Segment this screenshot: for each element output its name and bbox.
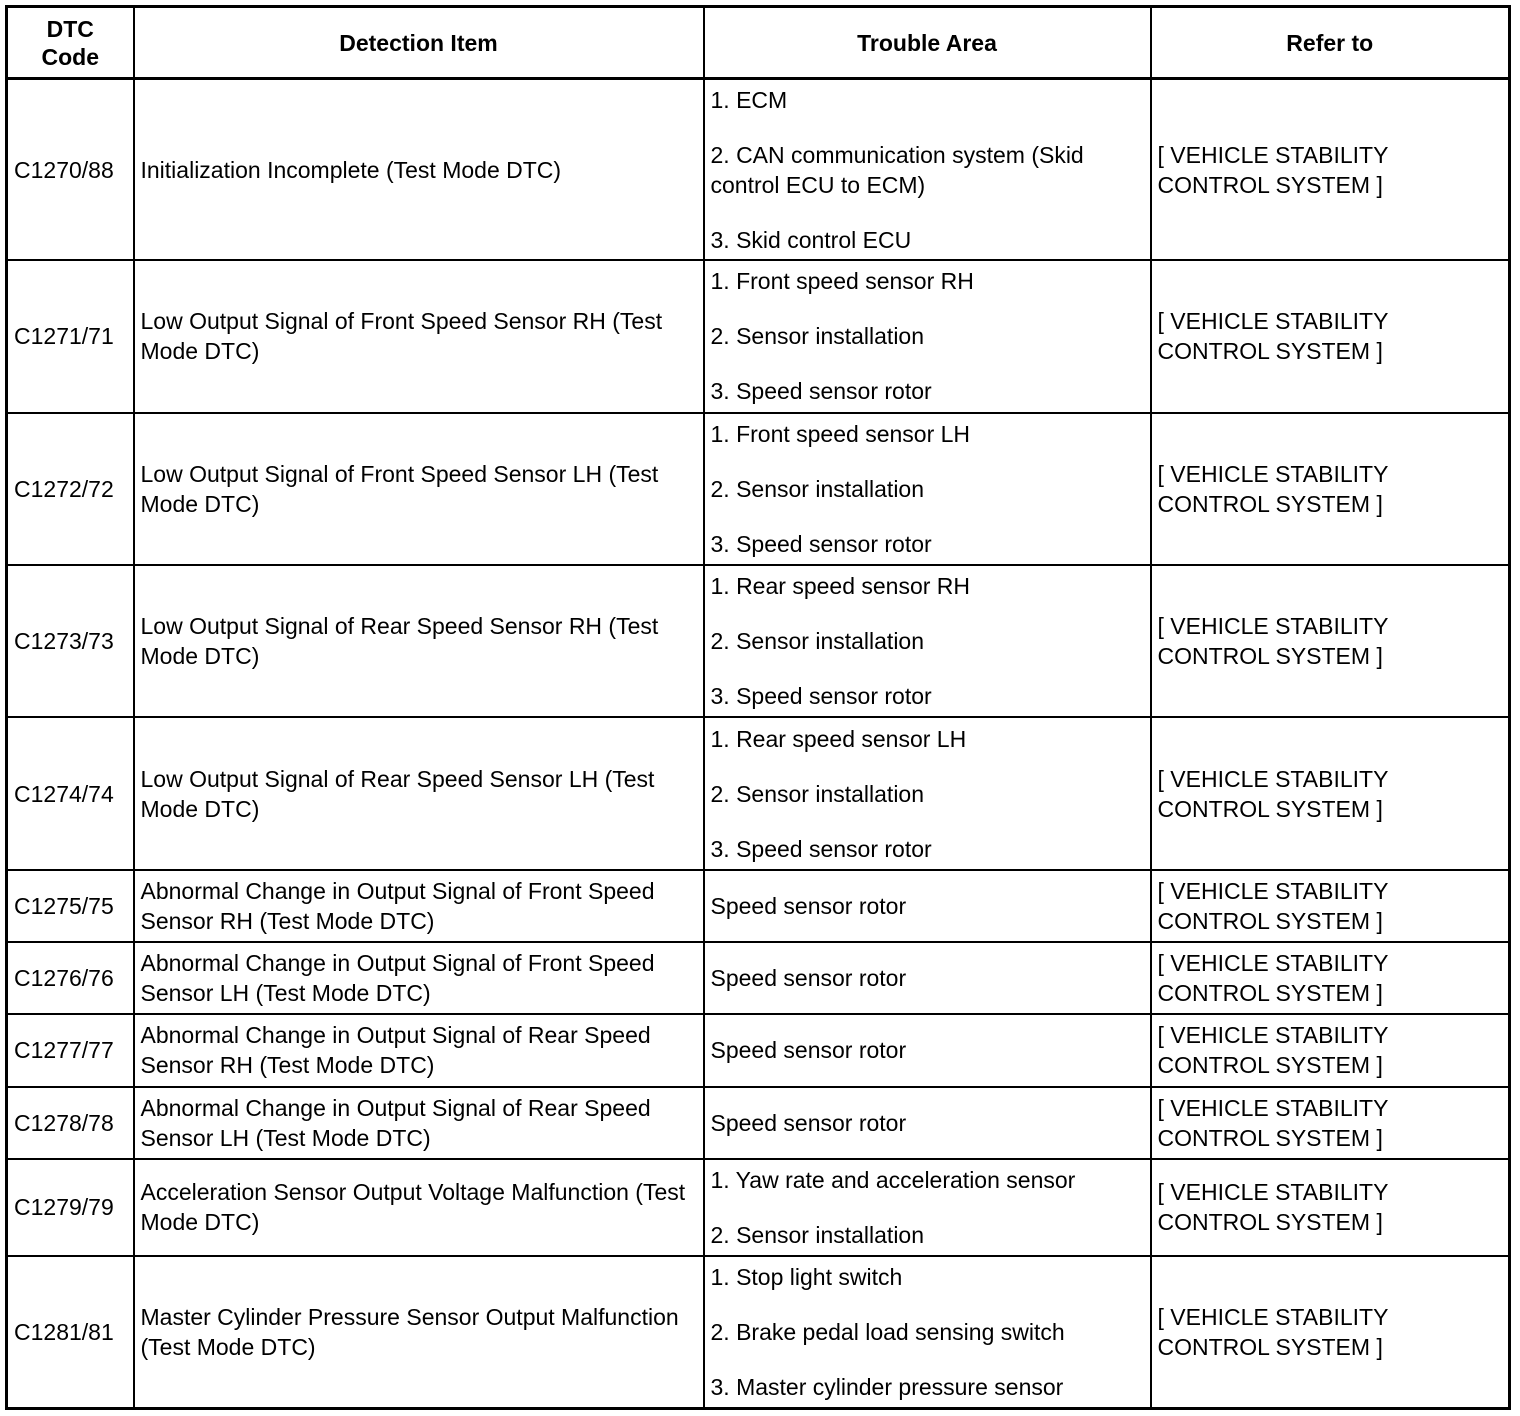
table-row [7, 942, 1510, 1014]
trouble-area-item: 2. Brake pedal load sensing switch [710, 1318, 1065, 1345]
trouble-area-cell [704, 1087, 1151, 1159]
table-row [7, 1256, 1510, 1409]
dtc-code-cell: C1275/75 [7, 870, 134, 942]
trouble-area-item: Speed sensor rotor [710, 965, 907, 992]
table-row [7, 1087, 1510, 1159]
dtc-code-cell: C1274/74 [7, 717, 134, 869]
trouble-area-item: Speed sensor rotor [710, 893, 907, 919]
trouble-area-cell [704, 1014, 1151, 1086]
trouble-area-item: 2. Sensor installation [710, 1221, 925, 1248]
refer-to-link[interactable]: [ VEHICLE STABILITY CONTROL SYSTEM ] [1151, 870, 1510, 942]
detection-item-cell: Abnormal Change in Output Signal of Rear Speed Sensor RH (Test Mode DTC) [134, 1014, 704, 1086]
detection-item-cell: Abnormal Change in Output Signal of Front Speed Sensor RH (Test Mode DTC) [134, 870, 704, 942]
dtc-code-cell: C1273/73 [7, 565, 134, 717]
header-dtc-code-line2: Code [41, 43, 99, 70]
refer-to-link[interactable]: [ VEHICLE STABILITY CONTROL SYSTEM ] [1151, 1256, 1510, 1409]
header-refer-to: Refer to [1151, 7, 1510, 79]
trouble-area-item: 1. Rear speed sensor LH [710, 725, 967, 752]
trouble-area-cell [704, 717, 1151, 869]
detection-item-cell: Low Output Signal of Rear Speed Sensor LH (Test Mode DTC) [134, 717, 704, 869]
table-row [7, 717, 1510, 869]
refer-to-link[interactable]: [ VEHICLE STABILITY CONTROL SYSTEM ] [1151, 260, 1510, 412]
refer-to-link[interactable]: [ VEHICLE STABILITY CONTROL SYSTEM ] [1151, 942, 1510, 1014]
trouble-area-item: 2. Sensor installation [710, 475, 925, 502]
trouble-area-item: 3. Speed sensor rotor [710, 683, 932, 710]
refer-to-link[interactable]: [ VEHICLE STABILITY CONTROL SYSTEM ] [1151, 1014, 1510, 1086]
refer-to-link[interactable]: [ VEHICLE STABILITY CONTROL SYSTEM ] [1151, 79, 1510, 261]
refer-to-link[interactable]: [ VEHICLE STABILITY CONTROL SYSTEM ] [1151, 1159, 1510, 1256]
table-row [7, 1159, 1510, 1256]
trouble-area-cell [704, 942, 1151, 1014]
trouble-area-cell [704, 260, 1151, 412]
detection-item-cell: Initialization Incomplete (Test Mode DTC) [134, 79, 704, 261]
dtc-code-cell: C1272/72 [7, 413, 134, 565]
trouble-area-cell [704, 413, 1151, 565]
header-dtc-code-line1: DTC [46, 15, 94, 42]
refer-to-link[interactable]: [ VEHICLE STABILITY CONTROL SYSTEM ] [1151, 717, 1510, 869]
trouble-area-item: Speed sensor rotor [710, 1037, 907, 1064]
table-row [7, 260, 1510, 412]
trouble-area-cell [704, 1256, 1151, 1409]
detection-item-cell: Low Output Signal of Rear Speed Sensor RH (Test Mode DTC) [134, 565, 704, 717]
trouble-area-item: 3. Speed sensor rotor [710, 530, 932, 557]
trouble-area-item: 3. Skid control ECU [710, 226, 912, 253]
trouble-area-item: 1. Yaw rate and acceleration sensor [710, 1166, 1076, 1193]
table-row [7, 79, 1510, 261]
header-row [7, 7, 1510, 79]
dtc-code-cell: C1279/79 [7, 1159, 134, 1256]
trouble-area-cell [704, 79, 1151, 261]
trouble-area-item: 2. Sensor installation [710, 780, 925, 807]
trouble-area-item: 1. Front speed sensor LH [710, 420, 971, 447]
dtc-code-cell: C1271/71 [7, 260, 134, 412]
trouble-area-item: 1. ECM [710, 86, 788, 113]
detection-item-cell: Acceleration Sensor Output Voltage Malfunction (Test Mode DTC) [134, 1159, 704, 1256]
refer-to-link[interactable]: [ VEHICLE STABILITY CONTROL SYSTEM ] [1151, 565, 1510, 717]
trouble-area-item: 3. Speed sensor rotor [710, 835, 932, 862]
trouble-area-item: 3. Master cylinder pressure sensor [710, 1373, 1064, 1400]
trouble-area-item: 2. Sensor installation [710, 323, 925, 350]
detection-item-cell: Master Cylinder Pressure Sensor Output Malfunction (Test Mode DTC) [134, 1256, 704, 1409]
table-row [7, 565, 1510, 717]
trouble-area-cell [704, 870, 1151, 942]
table-row [7, 413, 1510, 565]
trouble-area-item: 3. Speed sensor rotor [710, 378, 932, 405]
trouble-area-cell [704, 1159, 1151, 1256]
refer-to-link[interactable]: [ VEHICLE STABILITY CONTROL SYSTEM ] [1151, 413, 1510, 565]
trouble-area-item: Speed sensor rotor [710, 1109, 907, 1136]
header-detection-item: Detection Item [134, 7, 704, 79]
detection-item-cell: Low Output Signal of Front Speed Sensor LH (Test Mode DTC) [134, 413, 704, 565]
dtc-code-cell: C1278/78 [7, 1087, 134, 1159]
dtc-code-cell: C1276/76 [7, 942, 134, 1014]
trouble-area-item: 1. Stop light switch [710, 1263, 903, 1290]
detection-item-cell: Low Output Signal of Front Speed Sensor RH (Test Mode DTC) [134, 260, 704, 412]
trouble-area-item: 1. Front speed sensor RH [710, 268, 974, 295]
dtc-code-cell: C1270/88 [7, 79, 134, 261]
trouble-area-item: 2. CAN communication system (Skid control ECU to ECM) [710, 141, 1084, 198]
dtc-code-cell: C1281/81 [7, 1256, 134, 1409]
table-row [7, 1014, 1510, 1086]
refer-to-link[interactable]: [ VEHICLE STABILITY CONTROL SYSTEM ] [1151, 1087, 1510, 1159]
header-dtc-code [7, 7, 134, 79]
detection-item-cell: Abnormal Change in Output Signal of Front Speed Sensor LH (Test Mode DTC) [134, 942, 704, 1014]
trouble-area-item: 2. Sensor installation [710, 628, 925, 655]
trouble-area-cell [704, 565, 1151, 717]
header-trouble-area: Trouble Area [704, 7, 1151, 79]
detection-item-cell: Abnormal Change in Output Signal of Rear Speed Sensor LH (Test Mode DTC) [134, 1087, 704, 1159]
dtc-code-cell: C1277/77 [7, 1014, 134, 1086]
table-row [7, 870, 1510, 942]
trouble-area-item: 1. Rear speed sensor RH [710, 573, 971, 600]
dtc-table [5, 5, 1511, 1410]
